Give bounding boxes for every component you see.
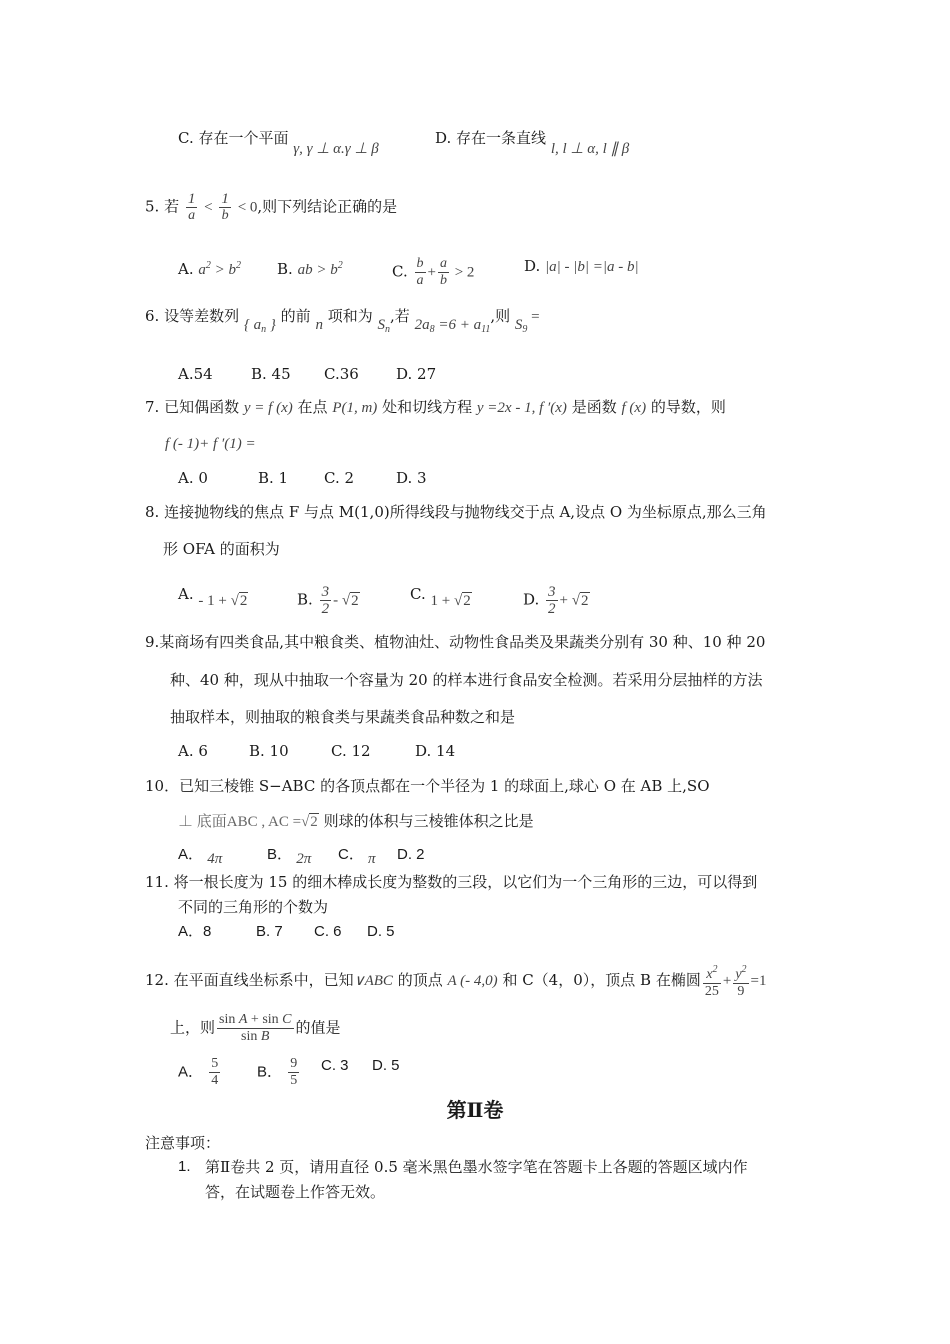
part2-notice: 注意事项：	[145, 1134, 221, 1152]
q8-option-b-label: B.	[297, 590, 313, 609]
q5-stem-prefix: 5. 若	[145, 197, 180, 216]
q7-option-c: C. 2	[324, 469, 355, 487]
q4-option-d-label: D. 存在一条直线	[435, 129, 547, 147]
q12-option-d: D. 5	[372, 1057, 400, 1074]
part2-item1-number: 1.	[178, 1158, 191, 1175]
q9-option-c: C. 12	[331, 742, 371, 760]
q5-stem-suffix: ,则下列结论正确的是	[257, 197, 398, 216]
q4-option-c-math: γ, γ ⊥ α.γ ⊥ β	[293, 141, 379, 157]
q12-option-a-label: A．	[178, 1063, 204, 1081]
q6-option-c: C.36	[324, 365, 359, 383]
q7-option-d: D. 3	[396, 469, 427, 487]
q10-stem-line1: 10．已知三棱锥 S−ABC 的各顶点都在一个半径为 1 的球面上,球心 O 在 AB 上,SO	[145, 777, 710, 795]
q11-option-c: C. 6	[314, 923, 342, 940]
q7-stem-line2: f (- 1)+ f ′(1) =	[165, 436, 256, 452]
q6-option-d: D. 27	[396, 365, 437, 383]
q12-line2-post: 的值是	[295, 1018, 341, 1037]
q12-stem-3: 和 C（4，0），顶点 B 在椭圆	[502, 971, 701, 989]
q12-line2-pre: 上，则	[170, 1018, 216, 1037]
q7-option-b: B. 1	[258, 469, 289, 487]
part2-title: 第Ⅱ卷	[446, 1098, 504, 1122]
q10-option-a: A． 4π	[178, 846, 223, 867]
q12-option-b-label: B．	[257, 1063, 283, 1081]
q12-stem-line2: 上，则 $\frac{\text{sin A + sin C}}{\text{sin B}}$ 的值是	[170, 1012, 341, 1044]
q10-line2-math: ⊥ 底面ABC , AC =	[178, 814, 302, 830]
q5-option-a-label: A.	[178, 260, 194, 278]
q12-stem-line1: 12. 在平面直线坐标系中，已知∨ABC 的顶点 A (- 4,0) 和 C（4，0），顶点 B 在椭圆 $\frac{x^2}{25}$ + $\frac{y^2}{9}$ =1	[145, 964, 767, 999]
q9-option-a: A. 6	[178, 742, 208, 760]
q8-option-b: B. $\frac{3}{2}$ - √2	[297, 584, 359, 617]
q7-stem-2: 在点	[297, 398, 328, 416]
q7-stem-5: 的导数，则	[650, 398, 726, 416]
q5-option-c-label: C.	[392, 262, 408, 281]
q12-stem-2: 的顶点	[397, 971, 443, 989]
q9-option-b: B. 10	[249, 742, 289, 760]
q9-stem-line3: 抽取样本，则抽取的粮食类与果蔬类食品种数之和是	[170, 708, 516, 726]
q6-stem-2: 的前	[280, 307, 311, 325]
q12-option-b: B． $\frac{9}{5}$	[257, 1056, 298, 1088]
q5-option-a: A. $a^2 > b^2$	[178, 260, 242, 278]
q7-stem-3: 处和切线方程	[382, 398, 473, 416]
part2-item1-line1: 第Ⅱ卷共 2 页，请用直径 0.5 毫米黑色墨水签字笔在答题卡上各题的答题区域内作	[205, 1158, 748, 1176]
q6-stem-3: 项和为	[327, 307, 373, 325]
q12-option-a: A． $\frac{5}{4}$	[178, 1056, 219, 1088]
q6-option-b: B. 45	[251, 365, 291, 383]
q7-option-a: A. 0	[178, 469, 208, 487]
q11-stem-line1: 11. 将一根长度为 15 的细木棒成长度为整数的三段，以它们为一个三角形的三边，可以得到	[145, 873, 758, 891]
q8-option-d-label: D.	[523, 590, 540, 609]
q6-stem-1: 6. 设等差数列	[145, 307, 240, 325]
q10-option-b-label: B．	[267, 846, 293, 863]
q5-option-d-label: D.	[524, 257, 541, 275]
q10-option-a-label: A．	[178, 846, 204, 863]
q5-stem: 5. 若 $\frac{1}{a}$ < $\frac{1}{b}$ < 0,则下列结论正确的是	[145, 191, 398, 223]
part2-item1-line2: 答，在试题卷上作答无效。	[205, 1183, 386, 1201]
q11-option-a: A．8	[178, 923, 212, 940]
q10-option-c: C． π	[338, 846, 376, 867]
q10-line2-text: 则球的体积与三棱锥体积之比是	[323, 812, 534, 830]
q9-option-d: D. 14	[415, 742, 456, 760]
q8-stem-line1: 8. 连接抛物线的焦点 F 与点 M(1,0)所得线段与抛物线交于点 A,设点 O 为坐标原点,那么三角	[145, 503, 767, 521]
q6-stem-5: ,则	[490, 307, 511, 325]
q10-stem-line2: ⊥ 底面ABC , AC =√2 则球的体积与三棱锥体积之比是	[178, 812, 534, 830]
q10-option-c-label: C．	[338, 846, 364, 863]
q11-option-d: D. 5	[367, 923, 395, 940]
q12-stem-1: 12. 在平面直线坐标系中，已知	[145, 971, 354, 989]
q11-stem-line2: 不同的三角形的个数为	[178, 898, 329, 916]
q5-option-d: D. |a| - |b| =|a - b|	[524, 257, 639, 275]
q6-stem-4: ,若	[390, 307, 410, 325]
q8-option-d: D. $\frac{3}{2}$ + √2	[523, 584, 589, 617]
q11-option-b: B. 7	[256, 923, 283, 940]
q7-stem-4: 是函数	[571, 398, 617, 416]
q5-option-b: B. ab > $b^2$	[277, 260, 343, 278]
q5-option-c: C. $\frac{b}{a}$ + $\frac{a}{b}$ > 2	[392, 256, 475, 288]
q8-option-c: C. 1 + √2	[410, 585, 471, 609]
q7-stem-line1: 7. 已知偶函数 y = f (x) 在点 P(1, m) 处和切线方程 y =2x - 1, f ′(x) 是函数 f (x) 的导数，则	[145, 398, 726, 416]
q9-stem-line2: 种、40 种，现从中抽取一个容量为 20 的样本进行食品安全检测。若采用分层抽样的方法	[170, 671, 763, 689]
q12-option-c: C. 3	[321, 1057, 349, 1074]
q10-option-d: D. 2	[397, 846, 425, 863]
q4-option-c	[178, 128, 379, 157]
q5-option-b-label: B.	[277, 260, 293, 278]
q4-option-d	[435, 128, 630, 157]
q4-option-d-math: l, l ⊥ α, l ∥ β	[550, 141, 630, 157]
q10-option-b: B． 2π	[267, 846, 312, 867]
q6-option-a: A.54	[178, 365, 213, 383]
q6-stem: 6. 设等差数列 { $a_n$ } 的前 n 项和为 $S_n$,若 $2a_8 =6 + a_{11}$,则 $S_9$ =	[145, 307, 540, 335]
q8-option-a-label: A.	[178, 585, 194, 603]
q7-stem-1: 7. 已知偶函数	[145, 398, 240, 416]
q8-stem-line2: 形 OFA 的面积为	[163, 540, 280, 558]
q8-option-c-label: C.	[410, 585, 426, 603]
q4-option-c-label: C. 存在一个平面	[178, 129, 289, 147]
q9-stem-line1: 9.某商场有四类食品,其中粮食类、植物油灶、动物性食品类及果蔬类分别有 30 种、10 种 20	[145, 633, 766, 651]
q8-option-a: A. - 1 + √2	[178, 585, 248, 609]
